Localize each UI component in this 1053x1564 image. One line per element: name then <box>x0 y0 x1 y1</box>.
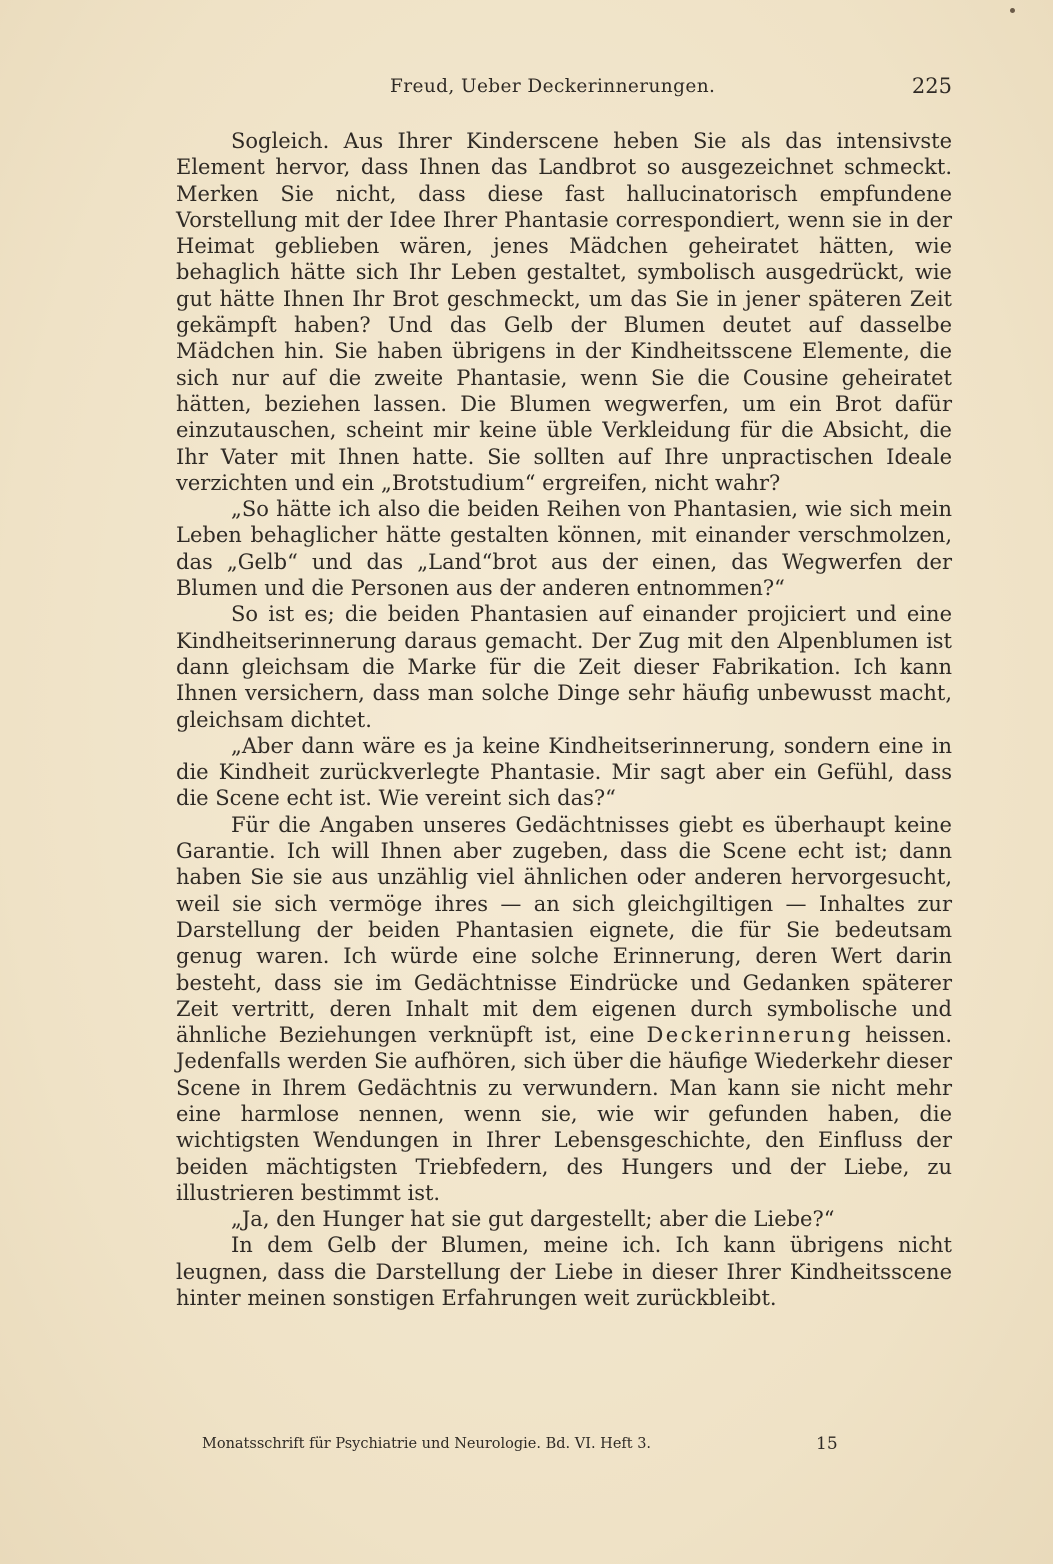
journal-citation: Monatsschrift für Psychiatrie und Neurologie. Bd. VI. Heft 3. <box>202 1436 652 1452</box>
paragraph-text: heissen. Jedenfalls werden Sie aufhören, sich über die häufige Wiederkehr dieser Scene in Ihrem Gedächtnis zu verwundern. Man kann sie nicht mehr eine harmlose nennen, wenn sie, wie wir gefunden haben, die wichtigsten Wendungen in Ihrer Lebensgeschichte, den Einfluss der beiden mächtigsten Triebfedern, des Hungers und der Liebe, zu illustrieren bestimmt ist. <box>176 1023 952 1205</box>
paragraph: „Ja, den Hunger hat sie gut dargestellt; aber die Liebe?“ <box>231 1207 835 1232</box>
speck-mark <box>1010 8 1015 13</box>
body-text <box>176 128 952 1311</box>
page-header <box>176 74 952 104</box>
emphasized-term: Deckerinnerung <box>646 1023 854 1048</box>
paragraph: In dem Gelb der Blumen, meine ich. Ich kann übrigens nicht leugnen, dass die Darstellung der Liebe in dieser Ihrer Kindheitsscene hinter meinen sonstigen Erfahrungen weit zurückbleibt. <box>176 1233 952 1311</box>
paragraph: Sogleich. Aus Ihrer Kinderscene heben Sie als das intensivste Element hervor, dass Ihnen das Landbrot so ausgezeichnet schmeckt. Merken Sie nicht, dass diese fast hallucinatorisch empfundene Vorstellung mit der Idee Ihrer Phantasie correspondiert, wenn sie in der Heimat geblieben wären, jenes Mädchen geheiratet hätten, wie behaglich hätte sich Ihr Leben gestaltet, symbolisch ausgedrückt, wie gut hätte Ihnen Ihr Brot geschmeckt, um das Sie in jener späteren Zeit gekämpft haben? Und das Gelb der Blumen deutet auf dasselbe Mädchen hin. Sie haben übrigens in der Kindheitsscene Elemente, die sich nur auf die zweite Phantasie, wenn Sie die Cousine geheiratet hätten, beziehen lassen. Die Blumen wegwerfen, um ein Brot dafür einzutauschen, scheint mir keine üble Verkleidung für die Absicht, die Ihr Vater mit Ihnen hatte. Sie sollten auf Ihre unpractischen Ideale verzichten und ein „Brotstudium“ ergreifen, nicht wahr? <box>176 129 952 495</box>
paragraph-text: Für die Angaben unseres Gedächtnisses giebt es überhaupt keine Garantie. Ich will Ihnen aber zugeben, dass die Scene echt ist; dann haben Sie sie aus unzählig viel ähnlichen oder anderen hervorgesucht, weil sie sich vermöge ihres — an sich gleichgiltigen — Inhaltes zur Darstellung der beiden Phantasien eignete, die für Sie bedeutsam genug waren. Ich würde eine solche Erinnerung, deren Wert darin besteht, dass sie im Gedächtnisse Eindrücke und Gedanken späterer Zeit vertritt, deren Inhalt mit dem eigenen durch symbolische und ähnliche Beziehungen verknüpft ist, eine <box>176 812 952 1048</box>
paragraph: „So hätte ich also die beiden Reihen von Phantasien, wie sich mein Leben behaglicher hätte gestalten können, mit einander verschmolzen, das „Gelb“ und das „Land“brot aus der einen, das Wegwerfen der Blumen und die Personen aus der anderen entnommen?“ <box>176 497 952 601</box>
signature-mark: 15 <box>816 1434 838 1454</box>
page-footer <box>202 1436 842 1460</box>
paragraph <box>176 812 952 1206</box>
page-number: 225 <box>911 74 952 98</box>
paragraph: So ist es; die beiden Phantasien auf einander projiciert und eine Kindheitserinnerung daraus gemacht. Der Zug mit den Alpenblumen ist dann gleichsam die Marke für die Zeit dieser Fabrikation. Ich kann Ihnen versichern, dass man solche Dinge sehr häufig unbewusst macht, gleichsam dichtet. <box>176 602 952 732</box>
paragraph: „Aber dann wäre es ja keine Kindheitserinnerung, sondern eine in die Kindheit zurückverlegte Phantasie. Mir sagt aber ein Gefühl, dass die Scene echt ist. Wie vereint sich das?“ <box>176 733 952 811</box>
running-title: Freud, Ueber Deckerinnerungen. <box>390 76 716 97</box>
